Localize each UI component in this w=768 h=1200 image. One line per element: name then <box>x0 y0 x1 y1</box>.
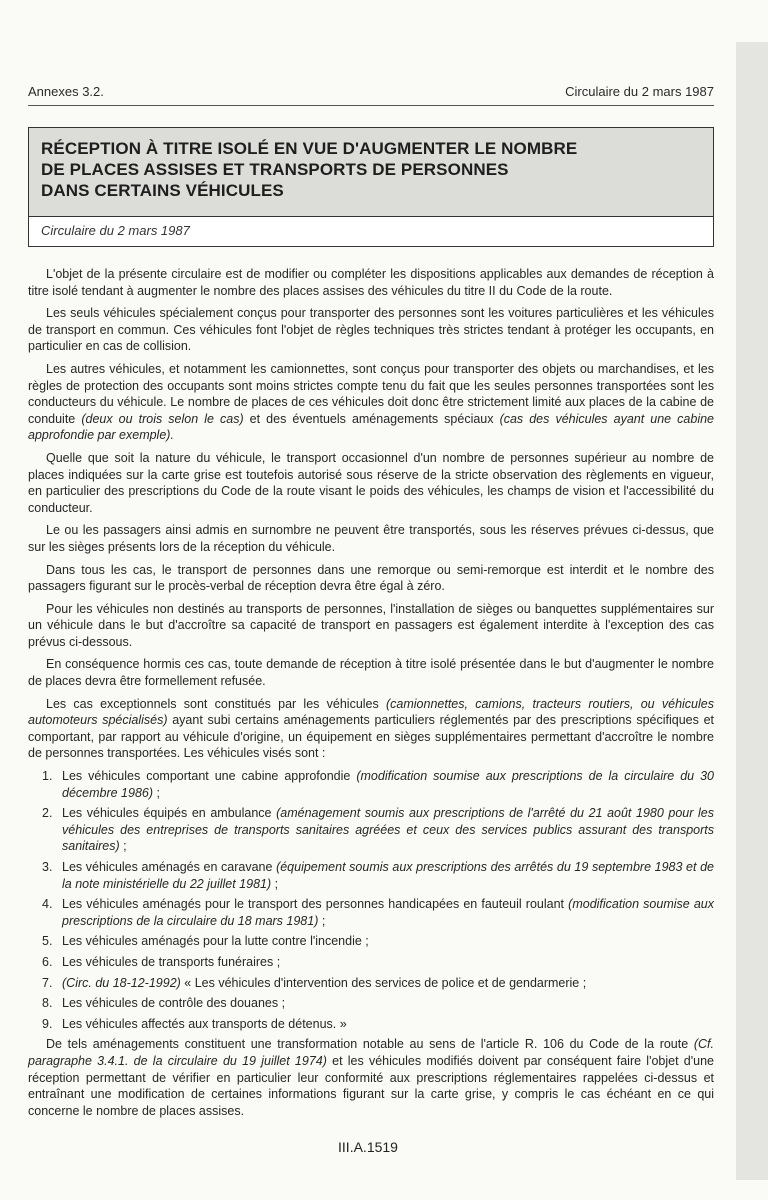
title-line-3: DANS CERTAINS VÉHICULES <box>41 181 284 200</box>
list-text: Les véhicules aménagés en caravane <box>62 860 277 874</box>
list-italic: (équipement soumis aux prescriptions des arrêtés du 19 septembre 1983 et de la note ministérielle du 22 juillet 1981) <box>62 860 715 891</box>
paragraph-6: Dans tous les cas, le transport de personnes dans une remorque ou semi-remorque est interdit et le nombre des passagers figurant sur le procès-verbal de réception devra être égal à zéro. <box>28 562 714 594</box>
list-item <box>28 805 714 855</box>
paragraph-9-text-b: ayant subi certains aménagements particuliers réglementés par des prescriptions spécifiques et comportant, par rapport au véhicule d'origine, un équipement en sièges supplémentaires permettant d'accroître le nombre de personnes transportées. Les véhicules visés sont : <box>28 713 714 761</box>
paragraph-9 <box>28 696 714 762</box>
scan-edge-strip <box>736 42 768 1180</box>
header-divider <box>28 105 714 106</box>
document-title <box>41 138 681 201</box>
paragraph-10-italic: (Cf. paragraphe 3.4.1. de la circulaire du 19 juillet 1974) <box>28 1037 714 1068</box>
paragraph-1: L'objet de la présente circulaire est de modifier ou compléter les dispositions applicables aux demandes de réception à titre isolé tendant à augmenter le nombre des places assises des véhicules du titre II du Code de la route. <box>28 267 714 298</box>
list-item <box>28 1016 714 1033</box>
list-number: 6. <box>42 954 53 969</box>
list-text: Les véhicules comportant une cabine approfondie <box>62 769 357 784</box>
list-italic: (modification soumise aux prescriptions de la circulaire du 18 mars 1981) <box>62 897 714 928</box>
paragraph-3-italic-b: (cas des véhicules ayant une cabine approfondie par exemple). <box>28 411 714 443</box>
list-tail: ; <box>271 876 279 891</box>
page-number: III.A.1519 <box>338 1139 398 1155</box>
list-italic: (modification soumise aux prescriptions de la circulaire du 30 décembre 1986) <box>62 769 714 800</box>
paragraph-10-text: De tels aménagements constituent une transformation notable au sens de l'article R. 106 du Code de la route <box>46 1037 694 1052</box>
list-number: 5. <box>42 934 53 949</box>
title-line-2: DE PLACES ASSISES ET TRANSPORTS DE PERSONNES <box>41 160 509 179</box>
paragraph-8: En conséquence hormis ces cas, toute demande de réception à titre isolé présentée dans le but d'augmenter le nombre de places devra être formellement refusée. <box>28 657 714 689</box>
paragraph-10-text-b: et les véhicules modifiés doivent par conséquent faire l'objet d'une réception permettant de vérifier en particulier leur conformité aux prescriptions réglementaires rappelées ci-dessus et entraînant une modification de certaines informations figurant sur la carte grise, y compris le cas échéant en ce qui concerne le nombre de places assises. <box>28 1053 714 1118</box>
list-item <box>28 859 714 892</box>
list-tail: ; <box>119 839 127 854</box>
list-text: Les véhicules de contrôle des douanes ; <box>62 996 286 1011</box>
list-number: 2. <box>42 806 53 821</box>
list-text: Les véhicules aménagés pour la lutte contre l'incendie ; <box>62 934 369 949</box>
paragraph-9-italic: (camionnettes, camions, tracteurs routiers, ou véhicules automoteurs spécialisés) <box>28 696 714 728</box>
header-circular-date: Circulaire du 2 mars 1987 <box>565 84 714 99</box>
list-item <box>28 954 714 971</box>
list-item <box>28 768 714 801</box>
title-line-1: RÉCEPTION À TITRE ISOLÉ EN VUE D'AUGMENTER LE NOMBRE <box>41 139 578 158</box>
vehicle-list <box>28 768 714 1032</box>
list-text: Les véhicules équipés en ambulance <box>62 806 277 821</box>
list-number: 4. <box>42 897 53 912</box>
paragraph-3-text-b: et des éventuels aménagements spéciaux <box>243 411 500 426</box>
document-body <box>28 266 714 1125</box>
list-item <box>28 975 714 992</box>
list-text: « Les véhicules d'intervention des services de police et de gendarmerie ; <box>180 975 587 990</box>
list-item <box>28 896 714 929</box>
paragraph-2: Les seuls véhicules spécialement conçus pour transporter des personnes sont les voitures particulières et les véhicules de transport en commun. Ces véhicules font l'objet de règles techniques très strictes tendant à protéger les occupants, en particulier en cas de collision. <box>28 306 714 354</box>
list-number: 8. <box>42 996 53 1011</box>
paragraph-3-italic-a: (deux ou trois selon le cas) <box>81 411 244 426</box>
list-number: 7. <box>42 975 53 990</box>
paragraph-7: Pour les véhicules non destinés au transports de personnes, l'installation de sièges ou banquettes supplémentaires sur un véhicule dans le but d'accroître sa capacité de transport en passagers est également interdite à l'exception des cas prévus ci-dessous. <box>28 601 714 649</box>
list-number: 1. <box>42 769 53 784</box>
list-item <box>28 995 714 1012</box>
list-italic: (aménagement soumis aux prescriptions de l'arrêté du 21 août 1980 pour les véhicules des entreprises de transports sanitaires agréées et ceux des services publics assurant des transports sanitaires) <box>62 806 714 854</box>
header-section-label: Annexes 3.2. <box>28 84 104 99</box>
paragraph-3 <box>28 361 714 444</box>
list-text: Les véhicules de transports funéraires ; <box>62 954 281 969</box>
list-tail: ; <box>318 913 326 928</box>
paragraph-3-text: Les autres véhicules, et notamment les camionnettes, sont conçus pour transporter des objets ou marchandises, et les règles de protection des occupants sont moins strictes compte tenu du fait que les seules personnes transportées sont les conducteurs du véhicule. Le nombre de places de ces véhicules doit donc être strictement limité aux places de la cabine de conduite <box>28 361 714 426</box>
paragraph-10 <box>28 1036 714 1119</box>
list-italic: (Circ. du 18-12-1992) <box>62 975 181 990</box>
title-box <box>28 127 714 247</box>
list-item <box>28 933 714 950</box>
paragraph-4: Quelle que soit la nature du véhicule, le transport occasionnel d'un nombre de personnes supérieur au nombre de places indiquées sur la carte grise est toutefois autorisé sous réserve de la stricte observation des règlements en vigueur, en particulier des prescriptions du Code de la route visant le poids des véhicules, les champs de vision et l'accessibilité du conducteur. <box>28 450 714 515</box>
circular-date: Circulaire du 2 mars 1987 <box>41 223 190 238</box>
list-text: Les véhicules affectés aux transports de détenus. » <box>62 1016 347 1031</box>
list-tail: ; <box>153 785 160 800</box>
list-number: 9. <box>42 1016 53 1031</box>
list-number: 3. <box>42 860 53 874</box>
paragraph-9-text: Les cas exceptionnels sont constitués par les véhicules <box>46 696 386 711</box>
list-text: Les véhicules aménagés pour le transport des personnes handicapées en fauteuil roulant <box>62 897 569 912</box>
paragraph-5: Le ou les passagers ainsi admis en surnombre ne peuvent être transportés, sous les réserves prévues ci-dessus, que sur les sièges présents lors de la réception du véhicule. <box>28 523 714 554</box>
